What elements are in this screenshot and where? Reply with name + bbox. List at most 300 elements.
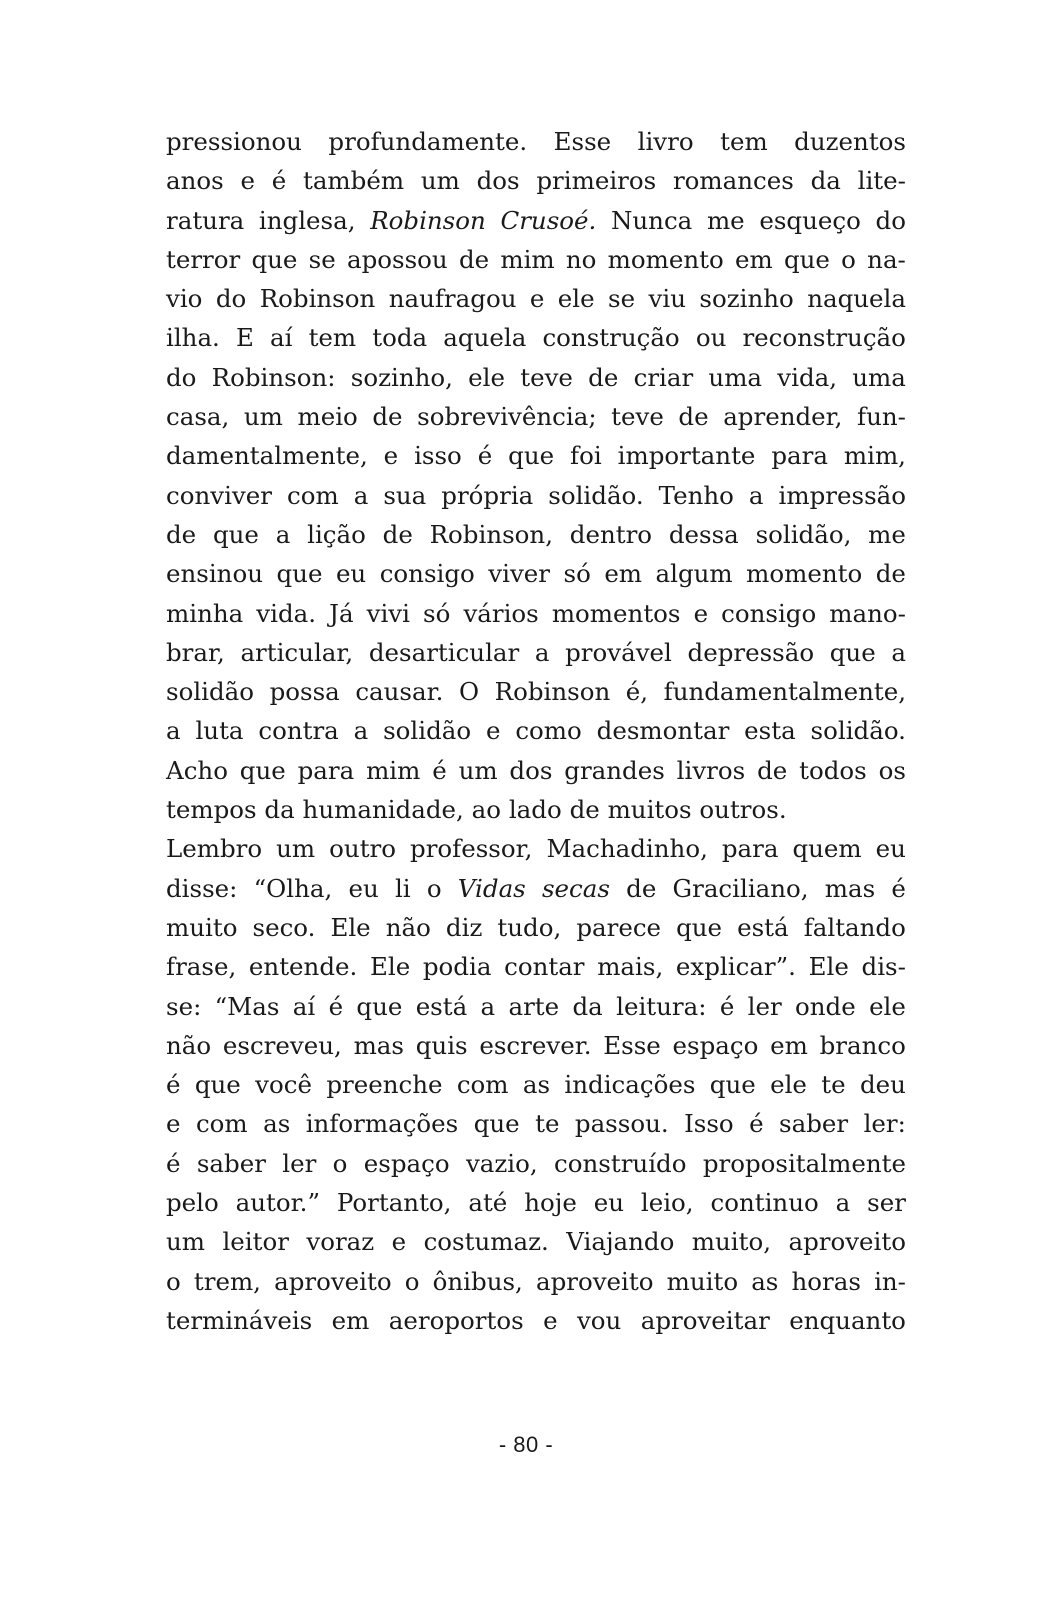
text-word: um xyxy=(420,166,460,196)
text-line xyxy=(166,554,906,593)
text-word: Ele xyxy=(369,952,411,982)
text-word: de xyxy=(678,402,709,432)
text-line xyxy=(166,672,906,711)
text-line xyxy=(166,515,906,554)
text-word: mim xyxy=(500,244,555,274)
text-word: se xyxy=(308,244,336,274)
text-word: solidão xyxy=(166,677,255,707)
text-word: aeroportos xyxy=(388,1305,524,1335)
text-word: que xyxy=(239,755,286,785)
text-word: me xyxy=(706,205,745,235)
text-word: espaço xyxy=(363,1148,450,1178)
text-word: eu xyxy=(593,1188,624,1218)
text-word: humanidade, xyxy=(302,795,464,825)
text-word: que xyxy=(356,991,403,1021)
text-word: primeiros xyxy=(536,166,657,196)
text-word: tem xyxy=(720,127,768,156)
text-word: Ele xyxy=(808,952,849,982)
text-word: teve xyxy=(520,362,573,392)
text-line xyxy=(166,947,906,986)
text-word: todos xyxy=(799,755,867,785)
text-word: Viajando xyxy=(566,1227,675,1257)
text-word: continuo xyxy=(710,1188,819,1218)
text-word: causar. xyxy=(355,677,444,707)
text-word: mas xyxy=(353,1030,404,1060)
text-word: Robinson xyxy=(494,677,611,707)
text-line xyxy=(166,1222,906,1261)
text-word: é xyxy=(432,755,447,785)
text-word: e xyxy=(166,1109,181,1139)
text-word: quem xyxy=(792,834,862,864)
text-word: Tenho xyxy=(658,480,734,510)
text-word: você xyxy=(255,1070,312,1100)
text-word: passou. xyxy=(574,1109,669,1139)
text-word: importante xyxy=(617,441,756,471)
text-word: ratura xyxy=(166,205,245,235)
text-word: e xyxy=(693,598,709,628)
text-word: vivi xyxy=(366,598,410,628)
text-word: momentos xyxy=(551,598,681,628)
text-word: com xyxy=(456,1070,509,1100)
text-word: é xyxy=(719,991,735,1021)
text-line xyxy=(166,279,906,318)
text-word: Isso xyxy=(684,1109,734,1139)
text-line xyxy=(166,1026,906,1065)
text-word: momento xyxy=(746,559,863,589)
text-line xyxy=(166,790,906,829)
text-word: aí xyxy=(270,323,293,353)
text-word: a xyxy=(275,519,291,549)
text-word: profundamente. xyxy=(328,127,528,156)
text-word: a xyxy=(480,991,496,1021)
text-line xyxy=(166,987,906,1026)
text-word: de xyxy=(626,873,657,903)
text-word: para xyxy=(297,755,355,785)
text-word: leitura: xyxy=(616,991,707,1021)
text-word: solidão, xyxy=(755,519,852,549)
text-word: Nunca xyxy=(610,205,693,235)
text-word: mim, xyxy=(843,441,906,471)
text-word: Esse xyxy=(553,127,612,156)
text-line xyxy=(166,594,906,633)
text-word: viver xyxy=(488,559,551,589)
text-word: Vidas xyxy=(457,873,526,903)
text-word: que xyxy=(829,637,876,667)
text-word: pelo xyxy=(166,1188,219,1218)
text-word: mais, xyxy=(597,952,664,982)
text-word: um xyxy=(243,402,283,432)
text-word: de xyxy=(372,402,403,432)
text-word: muito xyxy=(666,1266,739,1296)
text-word: que xyxy=(508,441,555,471)
text-word: impressão xyxy=(778,480,906,510)
text-word: algum xyxy=(655,559,733,589)
text-word: tempos xyxy=(166,795,257,825)
text-line xyxy=(166,122,906,161)
text-word: se: xyxy=(166,991,202,1021)
text-word: uma xyxy=(708,362,763,392)
text-word: é xyxy=(891,873,906,903)
text-word: só xyxy=(423,598,451,628)
text-word: Já xyxy=(329,598,354,628)
text-word: e xyxy=(485,716,501,746)
text-line xyxy=(166,397,906,436)
text-word: dessa xyxy=(668,519,739,549)
text-word: ser xyxy=(867,1188,906,1218)
text-word: aquela xyxy=(443,323,527,353)
text-word: uma xyxy=(852,362,906,392)
text-word: apossou xyxy=(346,244,448,274)
text-word: grandes xyxy=(564,755,665,785)
text-word: parece xyxy=(576,912,662,942)
text-word: o xyxy=(426,873,442,903)
text-line xyxy=(166,908,906,947)
text-word: ele xyxy=(770,1070,807,1100)
text-word: muito xyxy=(166,912,238,942)
text-line xyxy=(166,1262,906,1301)
text-word: dos xyxy=(509,755,553,785)
text-word: aprender, xyxy=(723,402,843,432)
text-word: para xyxy=(771,441,828,471)
text-word: ele xyxy=(468,362,506,392)
text-word: de xyxy=(757,755,788,785)
text-word: outro xyxy=(329,834,397,864)
text-word: aproveito xyxy=(535,1266,654,1296)
text-word: informações xyxy=(305,1109,459,1139)
text-word: minha xyxy=(166,598,244,628)
text-word: da xyxy=(572,991,603,1021)
text-word: ilha. xyxy=(166,323,220,353)
text-word: Acho xyxy=(166,755,228,785)
text-line xyxy=(166,633,906,672)
text-word: vida. xyxy=(256,598,317,628)
text-word: como xyxy=(515,716,582,746)
text-word: a xyxy=(534,637,550,667)
text-word: lite- xyxy=(857,166,906,196)
text-word: outros. xyxy=(699,795,787,825)
text-word: é xyxy=(477,441,493,471)
text-word: contra xyxy=(258,716,339,746)
text-word: as xyxy=(263,1109,291,1139)
text-word: ônibus, xyxy=(432,1266,523,1296)
text-word: secas xyxy=(541,873,610,903)
text-word: Portanto, xyxy=(336,1188,452,1218)
text-word: sozinho xyxy=(699,284,794,314)
body-text xyxy=(166,122,906,1340)
text-word: é xyxy=(271,166,287,196)
text-word: reconstrução xyxy=(742,323,906,353)
text-word: indicações xyxy=(564,1070,696,1100)
text-word: esta xyxy=(744,716,796,746)
text-word: aproveitar xyxy=(640,1305,770,1335)
text-word: vio xyxy=(166,284,203,314)
text-word: um xyxy=(458,755,498,785)
text-word: ao xyxy=(471,795,502,825)
text-word: da xyxy=(264,795,295,825)
text-word: com xyxy=(195,1109,248,1139)
text-word: para xyxy=(721,834,779,864)
text-word: livro xyxy=(637,127,694,156)
text-word: é xyxy=(749,1109,764,1139)
text-word: leitor xyxy=(222,1227,289,1257)
text-word: sua xyxy=(383,480,427,510)
text-word: que xyxy=(783,244,830,274)
text-word: construído xyxy=(554,1148,687,1178)
text-word: as xyxy=(751,1266,779,1296)
text-word: autor.” xyxy=(235,1188,320,1218)
text-word: de xyxy=(875,559,906,589)
text-word: propositalmente xyxy=(702,1148,906,1178)
text-word: mano- xyxy=(829,598,906,628)
text-word: arte xyxy=(508,991,560,1021)
text-word: disse: xyxy=(166,873,238,903)
text-word: o xyxy=(404,1266,420,1296)
text-word: o xyxy=(166,1266,181,1296)
text-line xyxy=(166,751,906,790)
text-word: Machadinho, xyxy=(546,834,708,864)
text-word: damentalmente, xyxy=(166,441,368,471)
text-word: não xyxy=(385,912,431,942)
text-word: te xyxy=(821,1070,846,1100)
text-word: li xyxy=(394,873,411,903)
text-word: Graciliano, xyxy=(672,873,809,903)
text-word: fun- xyxy=(857,402,906,432)
text-word: também xyxy=(302,166,405,196)
text-word: se xyxy=(608,284,636,314)
text-word: as xyxy=(522,1070,551,1100)
text-word: no xyxy=(565,244,597,274)
text-line xyxy=(166,318,906,357)
text-word: aproveito xyxy=(274,1266,392,1296)
text-word: Crusoé. xyxy=(500,205,597,235)
text-word: tem xyxy=(308,323,357,353)
text-word: termináveis xyxy=(166,1305,313,1335)
text-line xyxy=(166,1301,906,1340)
text-word: o xyxy=(841,244,856,274)
text-word: dis- xyxy=(861,952,906,982)
text-word: “Olha, xyxy=(253,873,333,903)
text-word: ler xyxy=(747,991,782,1021)
text-word: que xyxy=(676,912,723,942)
text-word: eu xyxy=(348,873,379,903)
text-word: conviver xyxy=(166,480,272,510)
text-word: está xyxy=(415,991,468,1021)
text-word: espaço xyxy=(672,1030,759,1060)
text-word: podia xyxy=(422,952,492,982)
text-word: in- xyxy=(874,1266,906,1296)
text-word: tudo, xyxy=(497,912,562,942)
text-word: terror xyxy=(166,244,241,274)
text-line xyxy=(166,711,906,750)
text-word: a xyxy=(353,480,369,510)
text-word: ensinou xyxy=(166,559,263,589)
text-word: aproveito xyxy=(788,1227,906,1257)
text-word: explicar”. xyxy=(675,952,796,982)
text-word: duzentos xyxy=(794,127,906,156)
text-word: criar xyxy=(633,362,694,392)
text-line xyxy=(166,829,906,868)
text-word: me xyxy=(868,519,906,549)
text-word: eu xyxy=(875,834,906,864)
text-word: momento xyxy=(607,244,724,274)
text-word: solidão. xyxy=(810,716,906,746)
text-word: muito, xyxy=(691,1227,772,1257)
text-word: está xyxy=(737,912,789,942)
text-word: e xyxy=(391,1227,407,1257)
text-word: dos xyxy=(476,166,520,196)
text-word: ele xyxy=(869,991,906,1021)
text-line xyxy=(166,161,906,200)
text-word: saber xyxy=(779,1109,849,1139)
text-word: da xyxy=(810,166,841,196)
text-word: vários xyxy=(463,598,539,628)
text-word: preenche xyxy=(326,1070,443,1100)
page-number: - 80 - xyxy=(498,1432,554,1457)
text-word: do xyxy=(166,362,197,392)
text-word: de xyxy=(382,519,413,549)
text-line xyxy=(166,1104,906,1143)
text-word: que xyxy=(194,1070,241,1100)
text-word: muitos xyxy=(607,795,692,825)
text-word: horas xyxy=(791,1266,861,1296)
text-word: e xyxy=(240,166,255,196)
text-word: até xyxy=(468,1188,508,1218)
text-word: o xyxy=(332,1148,348,1178)
text-word: não xyxy=(166,1030,212,1060)
text-word: esqueço xyxy=(759,205,861,235)
text-word: que xyxy=(251,244,298,274)
text-word: seco. xyxy=(252,912,316,942)
text-word: e xyxy=(529,284,545,314)
text-word: vou xyxy=(576,1305,622,1335)
text-word: consigo xyxy=(721,598,817,628)
text-line xyxy=(166,1144,906,1183)
text-word: ler: xyxy=(863,1109,906,1139)
text-word: só xyxy=(563,559,591,589)
text-word: dentro xyxy=(569,519,653,549)
text-word: do xyxy=(875,205,906,235)
text-word: brar, xyxy=(166,637,225,667)
text-word: que xyxy=(709,1070,756,1100)
text-word: que xyxy=(276,559,323,589)
text-word: é xyxy=(166,1148,181,1178)
text-word: do xyxy=(215,284,247,314)
text-word: saber xyxy=(196,1148,266,1178)
text-word: um xyxy=(276,834,316,864)
text-word: mas xyxy=(824,873,876,903)
text-word: desarticular xyxy=(368,637,520,667)
text-line xyxy=(166,436,906,475)
text-word: Robinson xyxy=(370,205,486,235)
text-line xyxy=(166,1183,906,1222)
text-word: deu xyxy=(859,1070,906,1100)
text-word: Lembro xyxy=(166,834,263,864)
text-word: eu xyxy=(335,559,367,589)
text-line xyxy=(166,240,906,279)
text-word: livros xyxy=(676,755,746,785)
text-word: aí xyxy=(292,991,316,1021)
text-word: depressão xyxy=(687,637,815,667)
text-word: pressionou xyxy=(166,127,302,156)
text-word: romances xyxy=(672,166,794,196)
text-word: foi xyxy=(570,441,602,471)
text-word: e xyxy=(383,441,399,471)
text-word: Robinson: xyxy=(211,362,336,392)
text-word: “Mas xyxy=(214,991,280,1021)
text-word: teve xyxy=(611,402,664,432)
text-word: que xyxy=(212,519,259,549)
text-word: luta xyxy=(195,716,244,746)
text-word: a xyxy=(166,716,181,746)
text-word: isso xyxy=(414,441,462,471)
text-word: de xyxy=(569,795,600,825)
text-word: os xyxy=(878,755,906,785)
text-word: de xyxy=(588,362,619,392)
text-word: mim xyxy=(366,755,421,785)
text-line xyxy=(166,869,906,908)
text-word: consigo xyxy=(379,559,475,589)
text-word: em xyxy=(331,1305,370,1335)
text-word: escreveu, xyxy=(222,1030,342,1060)
text-word: anos xyxy=(166,166,224,196)
text-word: costumaz. xyxy=(423,1227,549,1257)
text-word: a xyxy=(748,480,764,510)
text-word: e xyxy=(543,1305,558,1335)
text-word: ele xyxy=(557,284,595,314)
text-word: vida, xyxy=(777,362,838,392)
text-word: ou xyxy=(695,323,727,353)
text-word: inglesa, xyxy=(258,205,356,235)
text-word: a xyxy=(835,1188,851,1218)
text-line xyxy=(166,1065,906,1104)
text-word: com xyxy=(286,480,339,510)
text-word: Robinson, xyxy=(429,519,553,549)
text-word: desmontar xyxy=(596,716,730,746)
text-word: a xyxy=(353,716,369,746)
text-word: possa xyxy=(269,677,340,707)
text-word: trem, xyxy=(193,1266,261,1296)
text-word: O xyxy=(458,677,480,707)
text-word: fundamentalmente, xyxy=(663,677,906,707)
text-word: diz xyxy=(445,912,483,942)
text-word: solidão. xyxy=(548,480,644,510)
text-word: toda xyxy=(372,323,428,353)
text-word: provável xyxy=(565,637,672,667)
text-word: é xyxy=(166,1070,181,1100)
text-word: enquanto xyxy=(789,1305,906,1335)
text-word: quis xyxy=(415,1030,468,1060)
text-word: em xyxy=(735,244,773,274)
text-word: naufragou xyxy=(388,284,517,314)
text-word: branco xyxy=(819,1030,906,1060)
text-word: Esse xyxy=(603,1030,661,1060)
text-word: em xyxy=(604,559,643,589)
text-word: hoje xyxy=(524,1188,577,1218)
text-word: sozinho, xyxy=(350,362,453,392)
text-line xyxy=(166,201,906,240)
text-word: Ele xyxy=(330,912,371,942)
text-word: contar xyxy=(504,952,585,982)
text-word: a xyxy=(891,637,906,667)
text-word: leio, xyxy=(640,1188,694,1218)
text-word: naquela xyxy=(807,284,906,314)
text-word: vazio, xyxy=(465,1148,538,1178)
text-word: um xyxy=(166,1227,206,1257)
text-word: casa, xyxy=(166,402,230,432)
text-word: professor, xyxy=(410,834,533,864)
text-word: faltando xyxy=(803,912,906,942)
text-word: entende. xyxy=(248,952,358,982)
